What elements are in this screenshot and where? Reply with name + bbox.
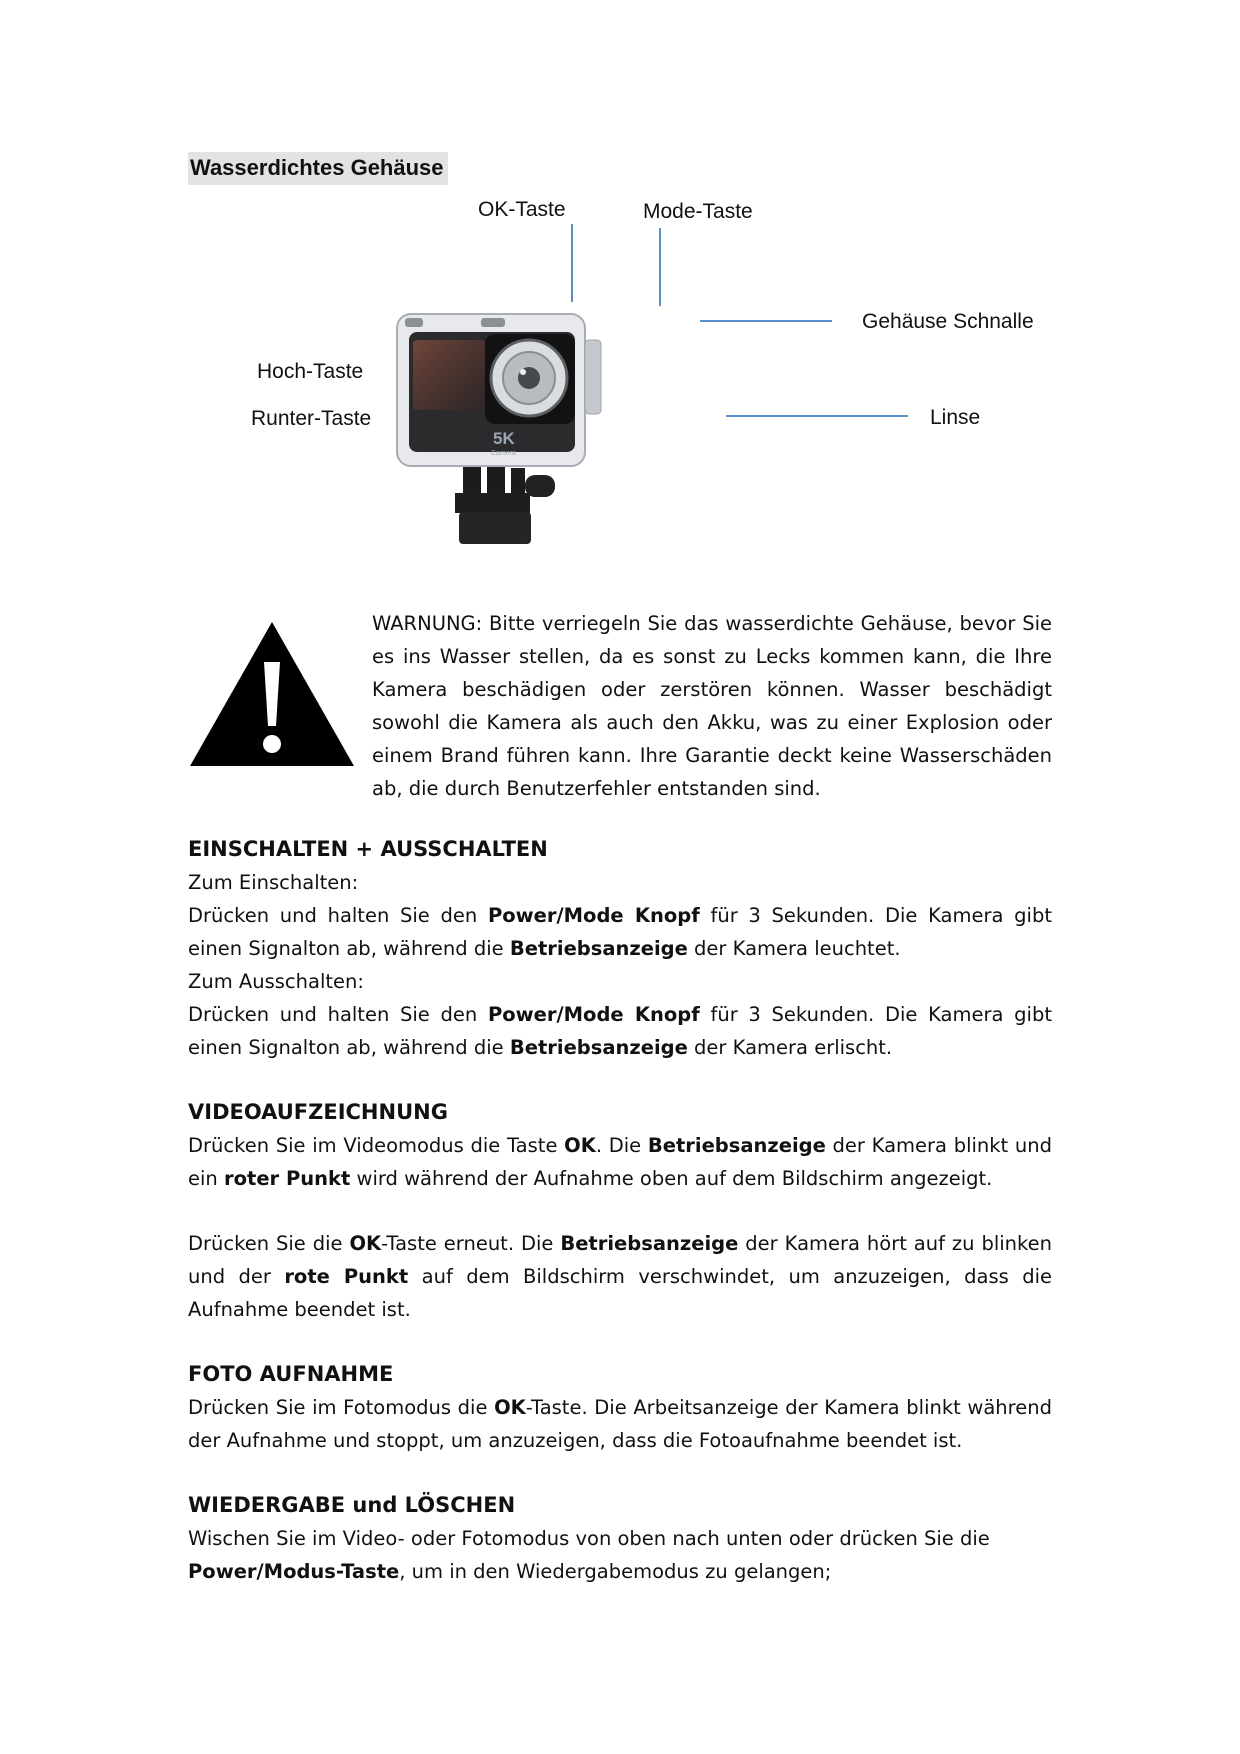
label-up-button: Hoch-Taste bbox=[257, 360, 364, 383]
video-paragraph-stop: Drücken Sie die OK-Taste erneut. Die Betriebsanzeige der Kamera hört auf zu blinken und der rote Punkt auf dem Bildschirm verschwindet, um anzuzeigen, dass die Aufnahme beendet ist. bbox=[188, 1232, 1052, 1321]
power-on-paragraph: Drücken und halten Sie den Power/Mode Knopf für 3 Sekunden. Die Kamera gibt einen Signalton ab, während die Betriebsanzeige der Kamera leuchtet. bbox=[188, 904, 1052, 960]
camera-in-housing-image bbox=[395, 300, 625, 550]
power-on-label: Zum Einschalten: bbox=[188, 871, 359, 894]
label-lens: Linse bbox=[930, 406, 981, 429]
warning-triangle-icon bbox=[188, 620, 356, 768]
playback-paragraph: Wischen Sie im Video- oder Fotomodus von oben nach unten oder drücken Sie die Power/Modus-Taste, um in den Wiedergabemodus zu gelangen; bbox=[188, 1527, 990, 1583]
heading-photo: FOTO AUFNAHME bbox=[188, 1362, 394, 1386]
warning-text: WARNUNG: Bitte verriegeln Sie das wasserdichte Gehäuse, bevor Sie es ins Wasser stellen, da es sonst zu Lecks kommen kann, die Ihre Kamera beschädigen oder zerstören können. Wasser beschädigt sowohl die Kamera als auch den Akku, was zu einer Explosion oder einem Brand führen kann. Ihre Garantie deckt keine Wasserschäden ab, die durch Benutzerfehler entstanden sind. bbox=[372, 612, 1052, 800]
camera-brand-text: 5K bbox=[493, 429, 515, 448]
pointer-line-mode bbox=[659, 228, 661, 306]
label-ok-button: OK-Taste bbox=[478, 198, 566, 221]
heading-playback: WIEDERGABE und LÖSCHEN bbox=[188, 1493, 516, 1517]
heading-video: VIDEOAUFZEICHNUNG bbox=[188, 1100, 448, 1124]
camera-sub-text: Camera bbox=[491, 450, 516, 457]
instructions bbox=[188, 833, 1052, 1588]
video-paragraph-start: Drücken Sie im Videomodus die Taste OK. Die Betriebsanzeige der Kamera blinkt und ein roter Punkt wird während der Aufnahme oben auf dem Bildschirm angezeigt. bbox=[188, 1134, 1052, 1190]
section-title: Wasserdichtes Gehäuse bbox=[188, 152, 448, 185]
pointer-line-ok bbox=[571, 224, 573, 302]
power-off-paragraph: Drücken und halten Sie den Power/Mode Knopf für 3 Sekunden. Die Kamera gibt einen Signalton ab, während die Betriebsanzeige der Kamera erlischt. bbox=[188, 1003, 1052, 1059]
label-mode-button: Mode-Taste bbox=[643, 200, 753, 223]
photo-paragraph: Drücken Sie im Fotomodus die OK-Taste. Die Arbeitsanzeige der Kamera blinkt während der Aufnahme und stoppt, um anzuzeigen, dass die Fotoaufnahme beendet ist. bbox=[188, 1396, 1052, 1452]
housing-diagram bbox=[0, 190, 1240, 570]
power-off-label: Zum Ausschalten: bbox=[188, 970, 364, 993]
label-down-button: Runter-Taste bbox=[251, 407, 372, 430]
heading-power: EINSCHALTEN + AUSSCHALTEN bbox=[188, 837, 548, 861]
pointer-line-buckle bbox=[700, 320, 832, 322]
label-housing-buckle: Gehäuse Schnalle bbox=[862, 310, 1034, 333]
pointer-line-lens bbox=[726, 415, 908, 417]
